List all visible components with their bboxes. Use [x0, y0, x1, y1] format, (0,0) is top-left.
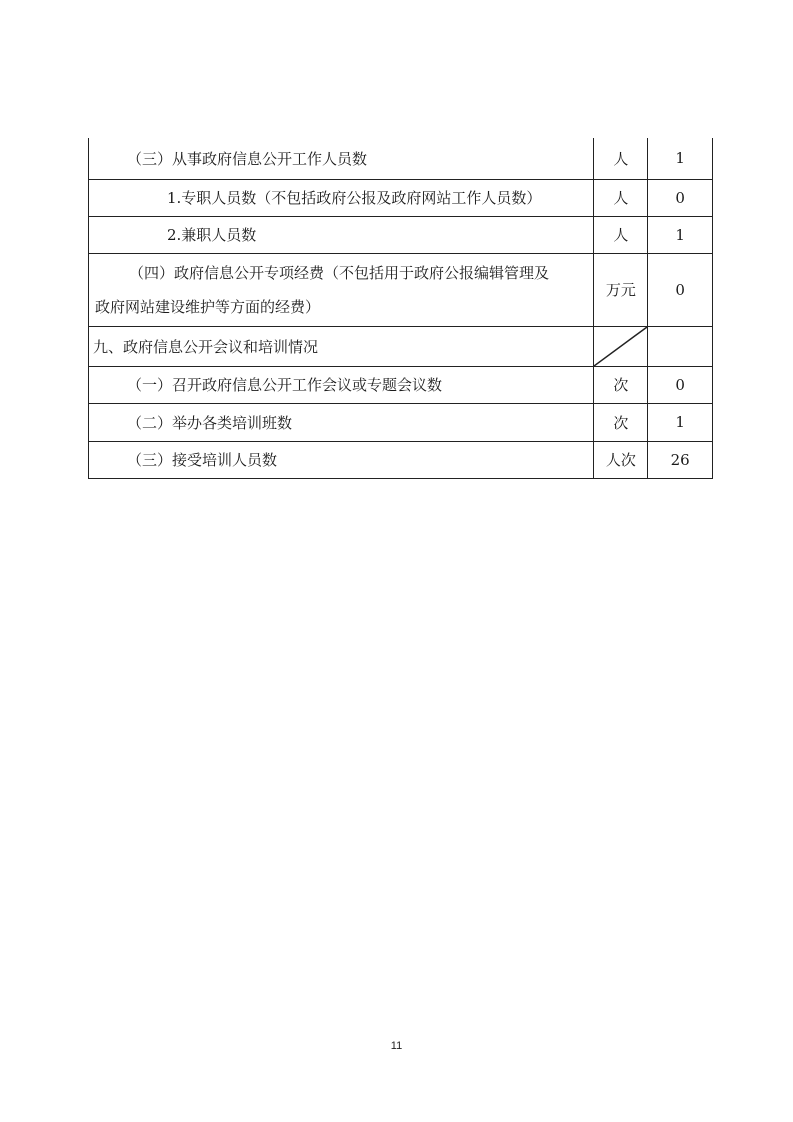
row-unit: 人	[594, 216, 648, 253]
row-value: 1	[648, 403, 713, 441]
row-item-line: 政府网站建设维护等方面的经费）	[95, 297, 321, 316]
statistics-table	[88, 138, 713, 479]
row-unit: 人	[594, 179, 648, 216]
table-row	[89, 403, 713, 441]
row-unit: 次	[594, 366, 648, 403]
table-row	[89, 216, 713, 253]
row-unit: 人	[594, 138, 648, 179]
row-item-fulltime-staff: 1.专职人员数（不包括政府公报及政府网站工作人员数）	[89, 179, 594, 216]
diagonal-blank-cell	[594, 326, 648, 366]
row-unit: 万元	[594, 253, 648, 326]
row-value: 0	[648, 179, 713, 216]
table-row	[89, 253, 713, 326]
page-number: 11	[390, 1040, 403, 1052]
section-heading-meetings-training: 九、政府信息公开会议和培训情况	[89, 326, 594, 366]
row-value	[648, 326, 713, 366]
row-value: 1	[648, 138, 713, 179]
row-value: 1	[648, 216, 713, 253]
table-row	[89, 179, 713, 216]
table-row	[89, 441, 713, 478]
table-row	[89, 138, 713, 179]
row-item-trainees: （三）接受培训人员数	[89, 441, 594, 478]
row-unit: 人次	[594, 441, 648, 478]
row-item-parttime-staff: 2.兼职人员数	[89, 216, 594, 253]
row-value: 0	[648, 253, 713, 326]
row-value: 0	[648, 366, 713, 403]
row-value: 26	[648, 441, 713, 478]
row-item-line: （四）政府信息公开专项经费（不包括用于政府公报编辑管理及	[129, 263, 550, 282]
row-item-staff-total: （三）从事政府信息公开工作人员数	[89, 138, 594, 179]
row-item-special-funding	[89, 253, 594, 326]
table-row	[89, 366, 713, 403]
row-item-meetings-held: （一）召开政府信息公开工作会议或专题会议数	[89, 366, 594, 403]
diagonal-line-icon	[594, 327, 647, 366]
row-unit: 次	[594, 403, 648, 441]
row-item-training-classes: （二）举办各类培训班数	[89, 403, 594, 441]
table-row	[89, 326, 713, 366]
